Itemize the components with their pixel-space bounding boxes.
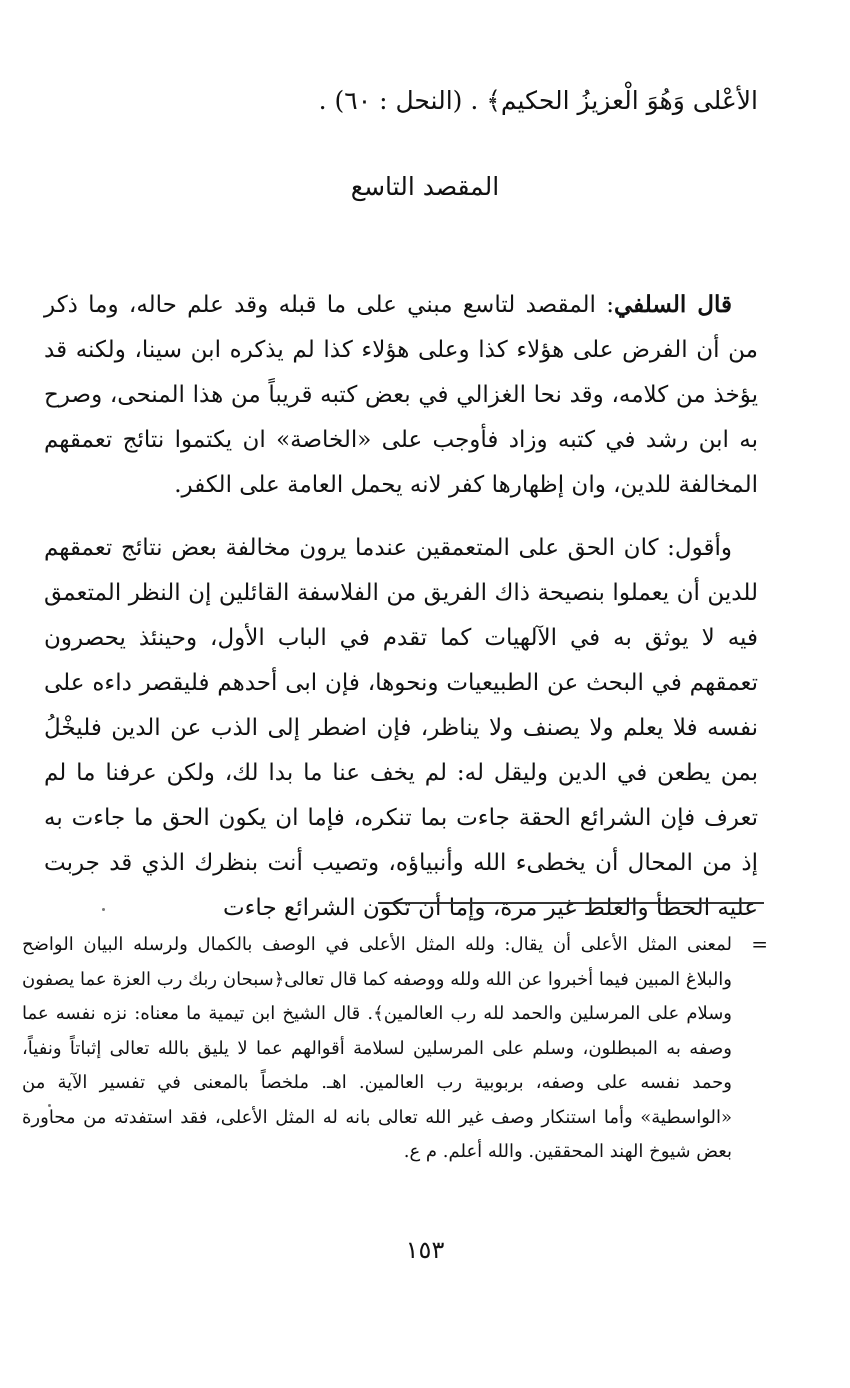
footnote-divider (378, 902, 764, 904)
paragraph-response (44, 526, 758, 931)
page-number: ١٥٣ (405, 1236, 445, 1264)
footnote: لمعنى المثل الأعلى أن يقال: ولله المثل الأعلى في الوصف بالكمال ولرسله البيان الواضح والبلاغ المبين فيما أخبروا عن الله ولله ووصفه كما قال تعالى﴿سبحان ربك رب العزة عما يصفون وسلام على المرسلين والحمد لله رب العالمين﴾. قال الشيخ ابن تيمية ما معناه: نزه نفسه عما وصفه به المبطلون، وسلم على المرسلين لسلامة أقوالهم عما لا يليق بالله تعالى إثباتاً ونفياً، وحمد نفسه على وصفه، بربوبية رب العالمين. اهـ. ملخصاً بالمعنى في تفسير الآية من «الواسطية» وأما استنكار وصف غير الله تعالى بانه له المثل الأعلى، فقد استفدته من محاورة بعض شيوخ الهند المحققين. والله أعلم. م ع. (22, 934, 732, 1162)
scan-speck (48, 1104, 51, 1107)
paragraph-salafi (44, 282, 758, 508)
paragraph-response-text: وأقول: كان الحق على المتعمقين عندما يرون مخالفة بعض نتائج تعمقهم للدين أن يعملوا بنصيحة ذاك الفريق من الفلاسفة القائلين إن النظر المتعمق فيه لا يوثق به في الآلهيات كما تقدم في الباب الأول، وحينئذ يحصرون تعمقهم في البحث عن الطبيعيات ونحوها، فإن ابى أحدهم فليقصر داءه على نفسه فلا يعلم ولا يصنف ولا يناظر، فإن اضطر إلى الذب عن الدين فليخْلُ بمن يطعن في الدين وليقل له: لم يخف عنا ما بدا لك، ولكن عرفنا ما لم تعرف فإن الشرائع الحقة جاءت بما تنكره، فإما ان يكون الحق ما جاءت به إذ من المحال أن يخطىء الله وأنبياؤه، وتصيب أنت بنظرك الذي قد جربت عليه الخطأ والغلط غير مرة، وإما أن تكون الشرائع جاءت (44, 535, 758, 921)
footnote-continuation-marker: = (751, 932, 768, 956)
quran-verse-line: الأعْلى وَهُوَ الْعزيزُ الحكيم﴾ . (النحل : ٦٠) . (318, 86, 758, 115)
scan-speck (102, 908, 105, 911)
speaker-label: قال السلفي (613, 291, 733, 318)
section-heading: المقصد التاسع (350, 172, 500, 201)
paragraph-salafi-text: : المقصد لتاسع مبني على ما قبله وقد علم حاله، وما ذكر من أن الفرض على هؤلاء كذا وعلى هؤلاء كذا لم يذكره ابن سينا، ولكنه قد يؤخذ من كلامه، وقد نحا الغزالي في بعض كتبه قريباً من هذا المنحى، وصرح به ابن رشد في كتبه وزاد فأوجب على «الخاصة» ان يكتموا نتائج تعمقهم المخالفة للدين، وان إظهارها كفر لانه يحمل العامة على الكفر. (44, 292, 758, 498)
